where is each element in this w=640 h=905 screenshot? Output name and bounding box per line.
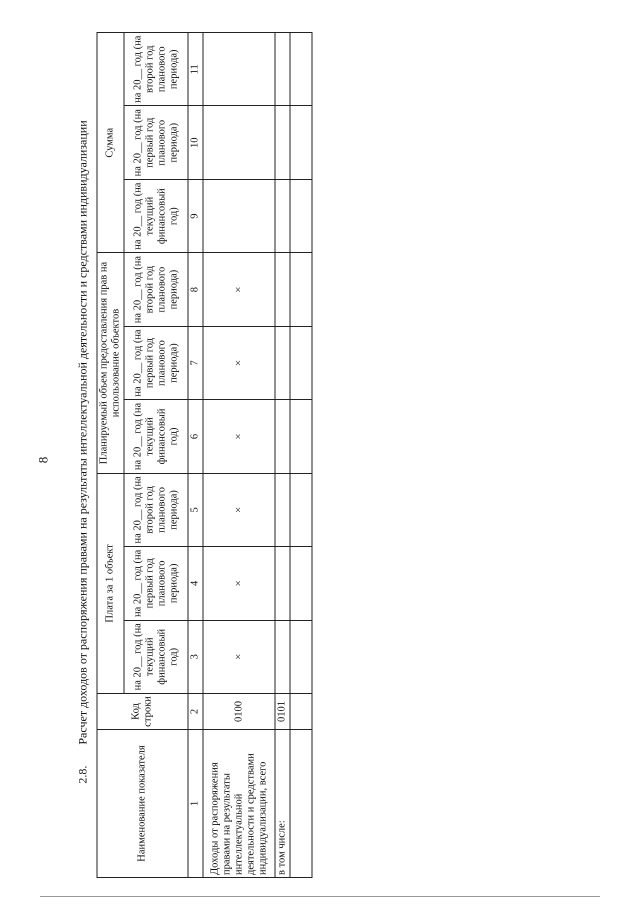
row-code: 0100 <box>203 694 275 730</box>
table-row <box>203 33 275 878</box>
row-code <box>290 694 312 730</box>
row-value <box>290 400 312 473</box>
header-code: Код строки <box>97 694 188 730</box>
row-value <box>290 179 312 252</box>
header-period-second: на 20__ год (на второй год планового периода) <box>124 253 188 326</box>
row-value <box>290 253 312 326</box>
section-title: Расчет доходов от распоряжения правами на результаты интеллектуальной деятельности и средствами индивидуализации <box>75 120 90 745</box>
row-value <box>275 179 290 252</box>
row-value <box>275 473 290 546</box>
row-value: × <box>203 620 275 693</box>
row-value <box>203 179 275 252</box>
row-name: Доходы от распоряжения правами на результаты интеллектуальной деятельности и средствами индивидуализации, всего <box>203 730 275 878</box>
row-name <box>290 730 312 878</box>
row-value <box>290 547 312 620</box>
row-value <box>275 106 290 179</box>
table-row <box>275 33 290 878</box>
column-number: 7 <box>188 326 203 399</box>
row-value <box>275 547 290 620</box>
column-number: 2 <box>188 694 203 730</box>
row-value <box>290 106 312 179</box>
header-group-sum: Сумма <box>97 33 124 253</box>
header-period-first: на 20__ год (на первый год планового периода) <box>124 547 188 620</box>
row-value <box>290 33 312 107</box>
row-value <box>203 106 275 179</box>
header-period-current: на 20__ год (на текущий финансовый год) <box>124 179 188 252</box>
column-numbers-row <box>188 33 203 878</box>
column-number: 10 <box>188 106 203 179</box>
header-period-first: на 20__ год (на первый год планового периода) <box>124 106 188 179</box>
row-value: × <box>203 400 275 473</box>
row-name: в том числе: <box>275 730 290 878</box>
section-number: 2.8. <box>75 765 90 784</box>
row-value <box>275 620 290 693</box>
row-value: × <box>203 547 275 620</box>
row-value: × <box>203 253 275 326</box>
column-number: 5 <box>188 473 203 546</box>
header-name: Наименование показателя <box>97 730 188 878</box>
row-value <box>290 326 312 399</box>
column-number: 11 <box>188 33 203 107</box>
column-number: 8 <box>188 253 203 326</box>
row-value: × <box>203 473 275 546</box>
row-value <box>290 620 312 693</box>
column-number: 4 <box>188 547 203 620</box>
header-row-groups <box>97 33 124 878</box>
header-period-first: на 20__ год (на первый год планового периода) <box>124 326 188 399</box>
column-number: 1 <box>188 730 203 878</box>
column-number: 9 <box>188 179 203 252</box>
income-calculation-table <box>96 32 312 878</box>
header-group-fee: Плата за 1 объект <box>97 473 124 693</box>
row-value <box>290 473 312 546</box>
row-value <box>275 400 290 473</box>
section-heading <box>76 120 91 783</box>
column-number: 3 <box>188 620 203 693</box>
header-period-current: на 20__ год (на текущий финансовый год) <box>124 400 188 473</box>
header-period-second: на 20__ год (на второй год планового периода) <box>124 473 188 546</box>
header-period-current: на 20__ год (на текущий финансовый год) <box>124 620 188 693</box>
header-group-volume: Планируемый объем предоставления прав на использование объектов <box>97 253 124 473</box>
row-value <box>275 253 290 326</box>
header-period-second: на 20__ год (на второй год планового периода) <box>124 33 188 107</box>
page-bottom-rule <box>40 896 600 897</box>
row-code: 0101 <box>275 694 290 730</box>
row-value <box>275 326 290 399</box>
row-value: × <box>203 326 275 399</box>
row-value <box>203 33 275 107</box>
table-container <box>90 30 315 880</box>
table-row <box>290 33 312 878</box>
page-number: 8 <box>35 456 51 464</box>
column-number: 6 <box>188 400 203 473</box>
row-value <box>275 33 290 107</box>
